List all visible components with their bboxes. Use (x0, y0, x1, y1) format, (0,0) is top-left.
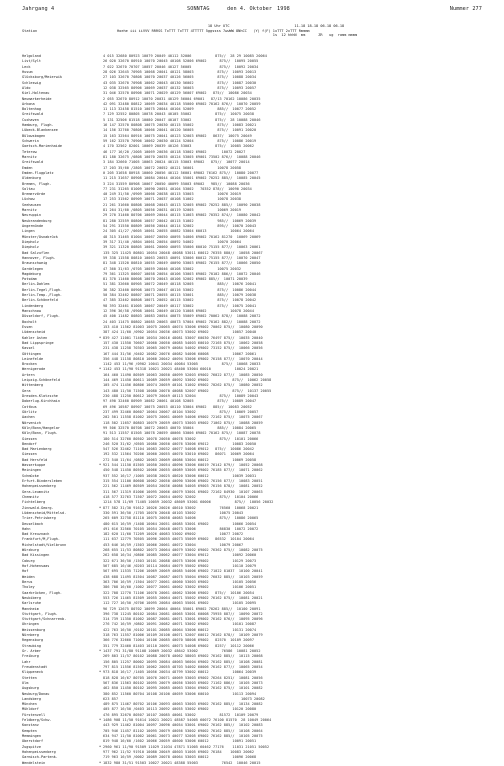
station-name: Leinefelde (22, 356, 44, 361)
station-name: Angermünde (22, 224, 44, 228)
observation-values: 422 763 16/50 /0102 10101 20085 40064 53006 60012 10131 20074 (103, 627, 257, 632)
observation-values: 7 022 32670 70707 10057 20046 40127 56005 875// 10092 20034 (103, 64, 259, 69)
station-name: Saarbrücken, Flugh. (22, 590, 63, 595)
observation-values: 59 162 32570 70906 10062 20030 40124 52004 875// 10086 20019 (103, 139, 257, 143)
station-name: Tholey (22, 585, 35, 590)
station-name: Coburg (22, 558, 35, 563)
station-name: Potsdam (22, 277, 37, 282)
observation-values: 118 502 11657 80803 10079 20059 40073 53003 69002 71062 875// 10088 20059 (103, 420, 263, 425)
observation-values: 450 548 11450 80502 10066 20055 40089 53005 69002 76185 877// 10071 20062 (103, 468, 263, 473)
station-name: Hahn (22, 526, 31, 531)
observation-values: 977 962 11/52 91910 10080 20049 48603 51005 69002 76184 10083 20062 (103, 749, 255, 754)
station-name: Essen (22, 324, 33, 329)
station-name: Neuruppin (22, 213, 41, 218)
volume-label: Jahrgang 4 (22, 6, 55, 12)
observation-values: 98 393 32461 81005 10067 20049 40117 53002 875// 10075 20041 (103, 303, 257, 308)
observation-values: 81 348 11520 80810 10055 20049 40090 53003 69002 76155 877// 10066 20050 (103, 261, 261, 266)
station-name: Zugspitze (22, 744, 41, 749)
station-name: Seehausen (22, 202, 41, 207)
observation-values: 1832 980 31/51 91503 10027 20021 48388 55003 76542 10046 20015 (103, 760, 261, 765)
station-name: Giessen (22, 436, 37, 441)
observation-values: 14 156 32760 70808 10066 20041 40120 56005 875// 10091 20020 (103, 128, 257, 133)
observation-values: 3 224 31559 80908 10067 20050 40099 55003 69002 985// 10088 20036 (103, 181, 250, 186)
observation-values: 26 020 32670 80910 10070 20045 40108 52006 69002 875// 10095 20055 (103, 59, 259, 64)
observation-values: 45 400 11482 80803 10083 20054 40075 55009 69002 70062 878// 10088 20072 (103, 314, 261, 319)
observation-values: 1142 453 11/96 /0902 10041 20034 40084 53005 875// 10068 20033 (103, 362, 261, 367)
observation-values: 438 688 11495 81504 10087 20087 40075 55004 69002 76032 885// 10103 20059 (103, 574, 263, 579)
observation-values: 1142 453 11/90 91318 10021 20021 48400 53004 60010 10024 20021 (103, 367, 259, 372)
observation-values: 51 381 32660 80905 10072 20049 40118 52005 885// 10076 20041 (103, 282, 257, 287)
observation-values: 39 321 11320 80805 10061 20060 40093 55006 60010 75155 877// 10063 20061 (103, 245, 261, 250)
observation-values: 39 317 31/40 /0804 10061 20054 40092 54002 10070 20064 (103, 239, 242, 244)
observation-values: 24 403 11475 80802 10085 20063 40073 57004 69002 70162 882// 10088 20072 (103, 319, 261, 324)
station-name: Straubing (22, 643, 41, 648)
station-name: Lindenberg (22, 303, 44, 308)
observation-values: 182 620 11/60 71209 10026 40083 53002 69002 10077 20072 (103, 532, 244, 537)
observation-values: 144 469 11450 80611 10089 20059 40092 53002 69002 875// 10062 20058 (103, 378, 272, 383)
mountain-station-mark: * (98, 505, 102, 510)
station-name: Stuttgart, Flugh. (22, 611, 58, 616)
observation-values: 443 929 11462 81004 10097 20090 40054 53001 69002 76162 885// 10102 20083 (103, 723, 263, 728)
station-name: Schleswig (22, 80, 41, 85)
station-name: Wittenberg (22, 383, 44, 388)
observation-values: 480 615 16/59 /1408 10064 20051 40085 53001 69002 10066 20054 (103, 521, 257, 526)
observation-values: 272 540 11/64 /0802 10063 20069 40086 53004 60012 10069 20058 (103, 457, 257, 462)
station-name: Boltenhag (22, 107, 41, 112)
station-name: Deuselbach (22, 521, 44, 526)
station-name: Düsseldorf, Flugh. (22, 314, 60, 319)
station-name: Würzburg (22, 548, 39, 553)
observation-values: 59 338 11558 80810 10063 20053 40091 53006 60012 75155 877// 10070 20047 (103, 255, 261, 260)
observation-values: 4 015 32680 80923 10079 20049 40112 52006 875// 28 29 10085 20064 (103, 54, 267, 58)
station-name: Hohenpeissenberg (22, 484, 56, 489)
station-name: Fürstenzell (22, 712, 46, 717)
table-row (22, 761, 482, 766)
station-name: Artern (22, 372, 35, 377)
station-name: Aldo (22, 85, 31, 90)
station-name: Lingen (22, 229, 35, 234)
station-name: Neumarkerheide (22, 96, 52, 101)
station-name: Gera (22, 388, 31, 393)
station-name: Öhringen (22, 622, 39, 627)
observation-values: 839 427 11001 71406 10034 20016 48081 53007 60030 76497 875// 10035 20040 (103, 335, 263, 340)
observation-values: 4 170 32562 82001 10069 20039 40126 53003 875// 10085 20062 (103, 144, 255, 149)
station-name: Nürnberg (22, 633, 39, 638)
station-name: Magdeburg (22, 271, 41, 276)
observation-values: 797 815 11556 81503 10062 20055 48703 54002 60006 76162 877// 10065 20054 (103, 664, 263, 669)
station-name: Konstanz (22, 723, 39, 728)
observation-values: 491 616 32560 70105 10054 20048 40073 53006 86830 10072 20072 (103, 526, 259, 531)
mountain-station-mark: * (98, 335, 102, 340)
observation-values: 221 562 11469 80509 10054 20036 40086 54005 69003 76156 878// 10081 20052 (103, 484, 263, 489)
station-name: Berus (22, 579, 33, 584)
station-name: Greifswald (22, 112, 44, 117)
station-table (22, 54, 482, 766)
observation-values: 351 779 32460 81403 10110 20091 40073 54008 69002 8257/ 10112 20066 (103, 643, 255, 648)
station-name: Lahr (22, 659, 31, 664)
station-name: Frankfurt/M,Flugh. (22, 537, 60, 542)
observation-values: 269 803 11/57 80102 10088 20078 40062 58003 69002 76162 885// 10115 20068 (103, 654, 263, 659)
station-name: Bad Hersfeld (22, 457, 48, 462)
observation-values: 623 857 10073 20082 (103, 696, 265, 701)
observation-values: 634 947 11/50 81002 10061 20073 40077 52005 69002 76162 885// 10105 20075 (103, 734, 263, 738)
observation-values: 937 552 16/17 /1005 10038 20025 48620 53006 60012 10039 20031 (103, 473, 257, 478)
page-header (22, 6, 482, 16)
station-name: Neubrandenburg (22, 218, 52, 223)
station-name: Husum (22, 69, 33, 74)
station-name: Cuxhaven (22, 117, 39, 122)
station-name: Gr. Arber (22, 649, 41, 653)
station-name: Berlin-Schönefeld (22, 298, 58, 303)
station-name: Augsburg (22, 686, 39, 691)
observation-values: 47 360 31/63 /0705 10059 20046 40108 53002 10075 20032 (103, 266, 242, 271)
observation-values: 719 963 16/59 /0002 10089 20078 40064 53003 60012 10096 20068 (103, 755, 257, 760)
station-name: München (22, 702, 37, 707)
station-name: Weiden (22, 574, 35, 579)
station-name: Wernigerode (22, 367, 46, 372)
year-label: 1998 (277, 6, 290, 12)
observation-values: 877 582 31/30 91612 10026 20026 48610 53002 76560 10068 20021 (103, 505, 259, 510)
station-name: Marnitz (22, 154, 37, 159)
observation-values: 167 444 31/56 /0402 10082 20076 40082 54006 60008 10067 20061 (103, 351, 257, 356)
station-name: Kempten (22, 728, 37, 733)
station-name: Berlin-Temp.,Flugh. (22, 293, 63, 298)
station-name: Greifswald (22, 160, 44, 165)
station-name: Bad Salzuflen (22, 250, 50, 255)
observation-values: 547 526 32462 71104 10083 20032 40077 54008 69012 875// 10086 20042 (103, 447, 255, 452)
station-name: Bülowsbagen (22, 133, 46, 138)
observation-values: 153 410 11562 81003 10075 20065 40074 53006 69002 70062 875// 10080 20090 (103, 324, 263, 329)
observation-values: 99 506 32570 80708 10072 20063 40070 55004 885// 10084 20065 (103, 425, 257, 430)
observation-values: 47 385 32462 80808 10071 20052 40115 53002 875// 10078 20042 (103, 298, 257, 303)
station-name: Stetten (22, 675, 37, 680)
observation-values: 396 738 11245 80102 10084 20081 40065 53001 60008 75955 887// 10090 20072 (103, 611, 263, 616)
station-name: Emden-Flugplatz (22, 170, 54, 175)
observation-values: 31 046 32570 80906 10071 20029 40129 56007 69002 875// 10086 20034 (103, 91, 252, 96)
station-name: Soltau (22, 186, 35, 191)
observation-values: 12 038 32565 80906 10069 20037 40132 56003 875// 10093 20057 (103, 85, 257, 90)
observation-values: 366 776 32660 71004 10106 20085 40070 58008 69002 82570 10109 20097 (103, 638, 255, 643)
observation-values: 1214 578 11/69 71405 10059 20032 48609 53001 60006 875// 10056 20032 (103, 500, 274, 505)
station-name: Michelstadt/Vielbrunn (22, 542, 67, 547)
station-name: Oberstdorf (22, 739, 44, 744)
station-name: Ulm (22, 680, 29, 685)
observation-values: 11 215 31657 80908 10084 20044 40104 55001 69002 70252 885// 10085 20045 (103, 176, 261, 181)
station-name: Diepholz (22, 239, 39, 244)
station-name: Köln/Bonn, Flugh. (22, 431, 58, 436)
observation-values: 314 739 11350 81002 10087 20081 40071 53001 69002 76162 876// 10095 20096 (103, 617, 263, 622)
station-name: Gardelegen (22, 266, 44, 271)
station-name: Berlin-Dahlem (22, 282, 50, 287)
column-header-fields: 18 Uhr UTC 11-18 18-18 06-18 06-18 Hoehe iii iiVVV RRRSS TxTTT TxTTT 4TTTTT 5ggssss 7wwWW 8NhCC (Y) f(F) 1xTTT 2xTTT Rmmmm 1s 12 hhhN mm ZR ug ramm mmmm (117, 24, 358, 38)
observation-values: 81 180 32675 /0808 10070 20035 40124 53005 69001 73502 876// 10088 20046 (103, 154, 261, 159)
station-name: Memmingen (22, 734, 41, 738)
observation-values: 567 685 16/46 /0203 10114 20084 40079 55002 69002 10110 20079 (103, 564, 257, 568)
station-name: Nörvenich (22, 420, 41, 425)
observation-values: 112 727 16/50 /0706 10095 20084 40063 55001 69002 10105 20095 (103, 601, 257, 606)
station-name: Glücksburg/Meierwik (22, 75, 63, 80)
station-name: Zinnwald-Georg. (22, 505, 54, 510)
station-name: Bad Marienberg (22, 447, 52, 452)
station-name: Münster/Osnabrück (22, 234, 58, 239)
station-name: Hof (22, 569, 29, 574)
station-name: Hohenpeissenberg (22, 749, 56, 754)
station-name: Kassel (22, 346, 35, 351)
observation-values: 418 577 32763 71507 10072 20054 40092 52002 875// 10104 20066 (103, 494, 259, 499)
observation-values: 462 850 11450 80102 10095 20085 40063 53004 69002 76162 875// 10101 20082 (103, 686, 263, 691)
observation-values: 476 895 32670 80507 10107 20085 40061 53002 81572 10109 20079 (103, 712, 259, 717)
observation-values: 818 828 16/67 80705 10076 20071 40069 53003 69002 76264 8251/ 10081 20056 (103, 675, 263, 680)
station-name: Hannover, Flugh. (22, 255, 56, 260)
station-name: Bad Kissingen (22, 553, 50, 558)
observation-values: 387 424 11/60 /0902 10054 20036 40073 53002 69002 10057 20040 (103, 330, 257, 335)
observation-values: 2960 961 11/90 91509 11029 21034 47871 51005 60462 77176 11031 21051 50052 (103, 744, 270, 749)
observation-values: 453 646 16/59 /1503 10066 20061 40072 53004 10079 20067 (103, 542, 244, 547)
station-name: Neuburg/Donau (22, 691, 50, 696)
station-name: Freiburg (22, 654, 39, 659)
observation-values: 91 513 11557 81505 10078 20059 40066 53006 69002 70162 875// 10087 20078 (103, 431, 261, 436)
station-name: Schmücke (22, 473, 39, 478)
date-label: den 4. Oktober (227, 6, 273, 12)
station-name: Köln/Bonn/Hangelar (22, 425, 60, 430)
station-name: Feldberg/Schw. (22, 718, 52, 723)
observation-values: 11 113 32458 81510 10075 20044 40104 52009 885// 10077 20052 (103, 107, 257, 112)
observation-values: 0 205 31658 80918 10060 20056 40112 56001 69002 76162 875// 10080 20077 (103, 170, 259, 175)
observation-values: 363 706 16/59 /1504 10077 20061 40060 53003 69002 10105 20056 (103, 579, 257, 584)
station-name: Regensburg (22, 638, 44, 643)
observation-values: 315 554 11100 80608 10062 20050 40090 53006 69002 76156 877// 10083 20051 (103, 479, 263, 483)
observation-values: 42 091 32480 80812 10069 20034 40118 55000 69002 70162 876// 10070 20059 (103, 101, 261, 106)
observation-values: 3 184 32660 71005 10063 20024 40115 53003 69002 875// 10077 20014 (103, 160, 250, 165)
observation-values: 567 836 11563 80102 10095 20079 40056 53003 69002 71162 886// 10105 20073 (103, 680, 263, 685)
observation-values: 48 315 31465 81004 10067 20050 40095 54006 69002 70162 81270 10069 20069 (103, 234, 261, 239)
station-name: Lübeck-Blankensee (22, 128, 58, 133)
observation-values: 77 231 31265 81009 10090 20051 40104 53002 70352 878// 10090 20034 (103, 186, 252, 191)
observation-values: 12 396 36/58 /0908 10061 20049 40120 51008 69002 10078 20044 (103, 309, 255, 313)
observation-values: 202 501 11558 81002 10075 20061 40069 54006 69002 72162 875// 10075 20067 (103, 415, 263, 420)
observation-values: 81 280 32559 80806 10057 20042 40115 51002 985// 10069 20039 (103, 218, 257, 223)
station-name: Hof-Hohensaas (22, 564, 50, 568)
station-name: Aachen (22, 415, 35, 420)
observation-values: 819 948 16/60 /1602 10066 20059 48600 53006 60012 10091 20051 (103, 739, 257, 744)
observation-values: 40 249 31/50 /0909 10066 20038 40115 53003 10076 20019 (103, 192, 242, 197)
mountain-station-mark: * (98, 744, 102, 749)
station-name: Goetsch-Marienhaide (22, 144, 63, 149)
observation-values: 237 499 32460 80607 10064 20067 40104 53002 875// 10069 20057 (103, 409, 259, 414)
observation-values: 318 763 11557 81006 10109 20100 40071 52007 60012 76162 878// 10109 20079 (103, 633, 263, 638)
station-name: Hamburg, Flugh. (22, 123, 54, 128)
station-name: Cottbus (22, 404, 37, 409)
observation-values: 276 742 16/59 /0802 10091 20082 40071 53002 69002 10101 20087 (103, 622, 257, 627)
observation-values: 69 496 10587 80907 10075 20053 40110 53004 69002 885// 10083 20052 (103, 404, 252, 409)
station-name: Weissenburg (22, 627, 46, 632)
observation-values: 97 490 32460 80909 10082 20061 40108 52005 875// 10089 20047 (103, 399, 257, 404)
station-name: Landsberg (22, 696, 41, 701)
observation-values: 322 708 12770 71106 10078 20061 40062 53006 69002 875// 10106 20054 (103, 590, 255, 595)
station-name: Bremervörde (22, 192, 46, 197)
station-name: Mühldorf (22, 707, 39, 712)
observation-values: 36 382 32460 80908 10073 20047 40116 53002 875// 10086 20044 (103, 287, 257, 292)
column-header-station: Station (22, 28, 38, 33)
observation-values: 43 035 32670 70908 10062 20043 40130 56002 875// 10087 20030 (103, 80, 257, 85)
station-name: Erfurt-Bindersleben (22, 479, 63, 483)
station-name: List/Sylt (22, 59, 41, 64)
observation-values: 231 438 11258 70303 10065 20079 40084 54002 69002 73152 875// 10066 20056 (103, 346, 263, 351)
station-name: Görlitz (22, 409, 37, 414)
observation-values: 15 163 32564 80916 10075 20041 40123 52003 69002 8637/ 10075 20049 (103, 133, 252, 138)
column-header (22, 24, 482, 46)
station-name: Garmisch-Partenk. (22, 755, 58, 760)
mountain-station-mark: * (98, 649, 102, 653)
observation-values: 27 103 32670 70808 10070 20037 40126 56005 875// 10088 20034 (103, 75, 257, 80)
observation-values: 17 203 35/60 /2805 10072 20052 40121 56001 10078 20058 (103, 165, 242, 170)
station-name: Kiel-Holtenau (22, 91, 50, 96)
observation-values: 705 946 11457 81102 10095 20079 40056 53002 69002 76162 885// 10108 20064 (103, 728, 263, 733)
observation-values: 24 305 41/27 /0605 10061 20055 40082 53004 60013 10064 20064 (103, 229, 255, 234)
station-name: Teterow (22, 149, 37, 154)
mountain-station-mark: * (98, 670, 102, 675)
station-name: Leck (22, 64, 31, 69)
observation-values: 7 129 32552 80805 10078 20043 40105 55002 875// 10075 20038 (103, 112, 255, 117)
observation-values: 46 177 16/20 /2005 10069 20036 40118 53002 69002 10072 20027 (103, 149, 246, 154)
observation-values: 28 026 32645 70905 10068 20041 40121 58003 875// 10093 20013 (103, 69, 257, 74)
station-name: Helgoland (22, 54, 41, 58)
observation-values: 17 253 31562 80909 10071 20037 40108 51002 10078 20038 (103, 197, 242, 202)
observation-values: 380 852 11560 80704 10108 20100 40059 53006 60010 10113 20094 (103, 691, 257, 696)
station-name: Wasserkuppe (22, 463, 46, 468)
observation-values: 54 291 31550 80809 10056 20044 40114 52002 895// 10070 20043 (103, 224, 257, 228)
observation-values: 230 488 11250 80612 10079 20049 40113 52004 875// 10089 20043 (103, 394, 259, 398)
station-name: Gera-Leumnitz (22, 489, 50, 494)
observation-values: 105 474 11456 80806 10074 20059 40101 51002 69002 70262 875// 10080 20052 (103, 383, 263, 388)
station-name: Bocholt (22, 319, 37, 324)
station-name: Bad Kreuznach (22, 532, 50, 537)
station-name: Marnitz (22, 208, 37, 213)
station-name: Lüdenscheid/Mittelsd. (22, 510, 67, 515)
observation-values: 246 520 31/62 /0505 10080 20050 40076 53006 69012 10083 20050 (103, 441, 257, 446)
station-name: Dresden-Klotzsche (22, 394, 58, 398)
observation-values: 973 818 16/17 /1405 10056 20034 48799 53002 60012 10064 20039 (103, 670, 257, 675)
observation-values: 265 609 32758 81110 10075 20058 40083 54006 875// 10086 20065 (103, 516, 259, 521)
station-name: Kahler Asten (22, 335, 48, 340)
observation-values: 921 544 11150 81505 10050 20054 48096 53006 60019 76142 879// 10052 20068 (103, 463, 263, 468)
station-name: Brocken (22, 362, 37, 367)
station-name: Berlin-Tegel,Flugh. (22, 287, 63, 292)
observation-values: 81 264 31/60 /0805 10056 20031 40119 52005 10069 20019 (103, 208, 242, 213)
observation-values: 16 147 32570 80808 10075 20030 40115 55002 875// 10083 20021 (103, 123, 257, 128)
observation-values: 1437 791 31/80 91108 10069 20032 48642 53002 76586 10081 20052 (103, 649, 261, 653)
station-name: Klippeneck (22, 670, 44, 675)
station-name: Bendorf (22, 441, 37, 446)
observation-values: 405 877 16/50 /0403 10113 20092 40055 53002 69002 10120 20080 (103, 707, 257, 712)
station-name: Chemnitz (22, 494, 39, 499)
observation-values: 489 875 11467 80702 10106 20093 40063 53003 69002 76162 885// 10134 20082 (103, 702, 263, 707)
observation-values: 322 671 36/50 /1503 10101 20088 40075 53006 69002 10129 20073 (103, 558, 257, 563)
station-name: Bad Lippspringe (22, 340, 54, 345)
station-name: Stuttgart/Schnarrenb. (22, 617, 67, 622)
observation-values: 262 658 16/34 /0806 10085 20062 40077 53004 69012 10092 20060 (103, 553, 257, 558)
station-name: Oldenburg (22, 176, 41, 181)
observation-values: 50 384 32462 80807 10071 20055 40115 53001 885// 10079 20038 (103, 293, 257, 298)
observation-values: 79 361 11325 80607 10058 20054 40106 53003 69002 70102 886// 10072 20046 (103, 271, 261, 276)
station-name: Braunschweig (22, 261, 48, 266)
station-name: Manschnow (22, 309, 41, 313)
station-name: Giessen (22, 452, 37, 457)
station-name: Schwerin (22, 139, 39, 143)
observation-values: 5 131 32506 81518 10080 20047 40107 53002 875// 28 10088 20046 (103, 117, 261, 122)
station-name: Freudenstadt (22, 664, 48, 669)
station-name: Emden (22, 165, 33, 170)
observation-values: 29 270 31460 80706 10069 20044 40115 51003 69002 70352 874// 10080 20042 (103, 213, 261, 218)
observation-values: 156 805 11257 80002 10095 20084 40063 56004 69002 76162 885// 10108 20081 (103, 659, 263, 664)
station-name: Fichtelberg (22, 500, 46, 505)
station-name: Arkona (22, 101, 35, 106)
observation-values: 180 514 32760 80502 10078 20050 40078 53002 875// 10101 20066 (103, 436, 259, 441)
observation-values: 111 637 12779 70505 10096 20055 40073 55009 69002 86532 10104 20064 (103, 537, 255, 542)
station-name: Bremen, Flugh. (22, 181, 52, 186)
observation-values: 567 695 11535 71206 10069 20069 40085 54006 69002 71022 81037 10100 20041 (103, 569, 263, 574)
station-name: Leipzig-Schönefeld (22, 378, 60, 383)
observation-values: 192 532 11564 70206 10060 20055 40070 53010 69002 86071 10069 20064 (103, 452, 255, 457)
observation-values: 356 448 11158 80810 10060 20042 40094 53006 69002 76158 877// 10070 20044 (103, 356, 263, 361)
station-name: Meiningen (22, 468, 41, 473)
observation-values: 157 430 11550 70607 10060 20050 40085 54003 60010 72165 875// 10062 20058 (103, 340, 263, 345)
station-name: Göttingen (22, 351, 41, 356)
observation-values: 21 261 31660 80808 10068 20043 40113 52005 69002 70252 885// 10090 20038 (103, 202, 261, 207)
observation-values: 143 480 11/50 71508 10080 20070 40088 52007 69002 875// 10137 20055 (103, 388, 272, 393)
observation-values: 386 708 16/60 /1002 10077 20061 40062 53002 69002 10106 20051 (103, 585, 257, 590)
observation-values: 268 655 11/53 80802 10073 20064 40079 53002 69002 76362 875// 10082 20075 (103, 548, 263, 553)
station-name: Wendelstein (22, 760, 46, 765)
observation-values: 81 370 11460 80608 10070 20043 40106 52002 69002 885// 10071 20039 (103, 277, 248, 282)
station-name: Trier-Petrisberg (22, 516, 56, 521)
observation-values: 135 325 11425 80801 10054 20048 40088 53011 60012 76355 880// 10058 20067 (103, 250, 263, 255)
mountain-station-mark: * (98, 718, 102, 723)
station-name: Mannheim (22, 606, 39, 611)
observation-values: 1486 908 11/50 91614 10021 20021 48587 54005 60072 76100 81570 28 10049 20064 (103, 718, 272, 723)
station-name: Neubiberg (22, 595, 41, 600)
observation-values: 553 726 11465 81509 10055 20064 40071 55002 69002 76162 875// 10081 20021 (103, 595, 263, 600)
issue-number: Nummer 277 (449, 6, 482, 12)
station-name: Doberlug-Kirchhain (22, 399, 60, 404)
mountain-station-mark: * (98, 367, 102, 372)
mountain-station-mark: * (98, 463, 102, 468)
observation-values: 311 567 11319 81006 10095 20066 40079 53001 69002 72162 84930 10107 20063 (103, 489, 263, 494)
station-name: Lüdenscheid (22, 330, 46, 335)
station-name: Karlsruhe (22, 601, 41, 606)
observation-values: 164 460 11490 80509 10063 20050 40099 52003 69002 76022 877// 10085 20050 (103, 372, 263, 377)
mountain-station-mark: * (98, 760, 102, 765)
station-name: Diepholz (22, 245, 39, 250)
observation-values: 330 591 36/50 /1705 10070 20048 40103 53002 10075 20043 (103, 510, 244, 515)
station-name: Lüchow (22, 197, 35, 202)
weekday-label: SONNTAG (187, 6, 210, 12)
observation-values: 96 729 12675 80702 10099 20064 40064 55001 69002 70262 885// 10100 20091 (103, 606, 261, 611)
observation-values: 2 055 32670 80912 10070 20031 40129 56004 69001 87/13 70162 10086 20035 (103, 96, 261, 101)
